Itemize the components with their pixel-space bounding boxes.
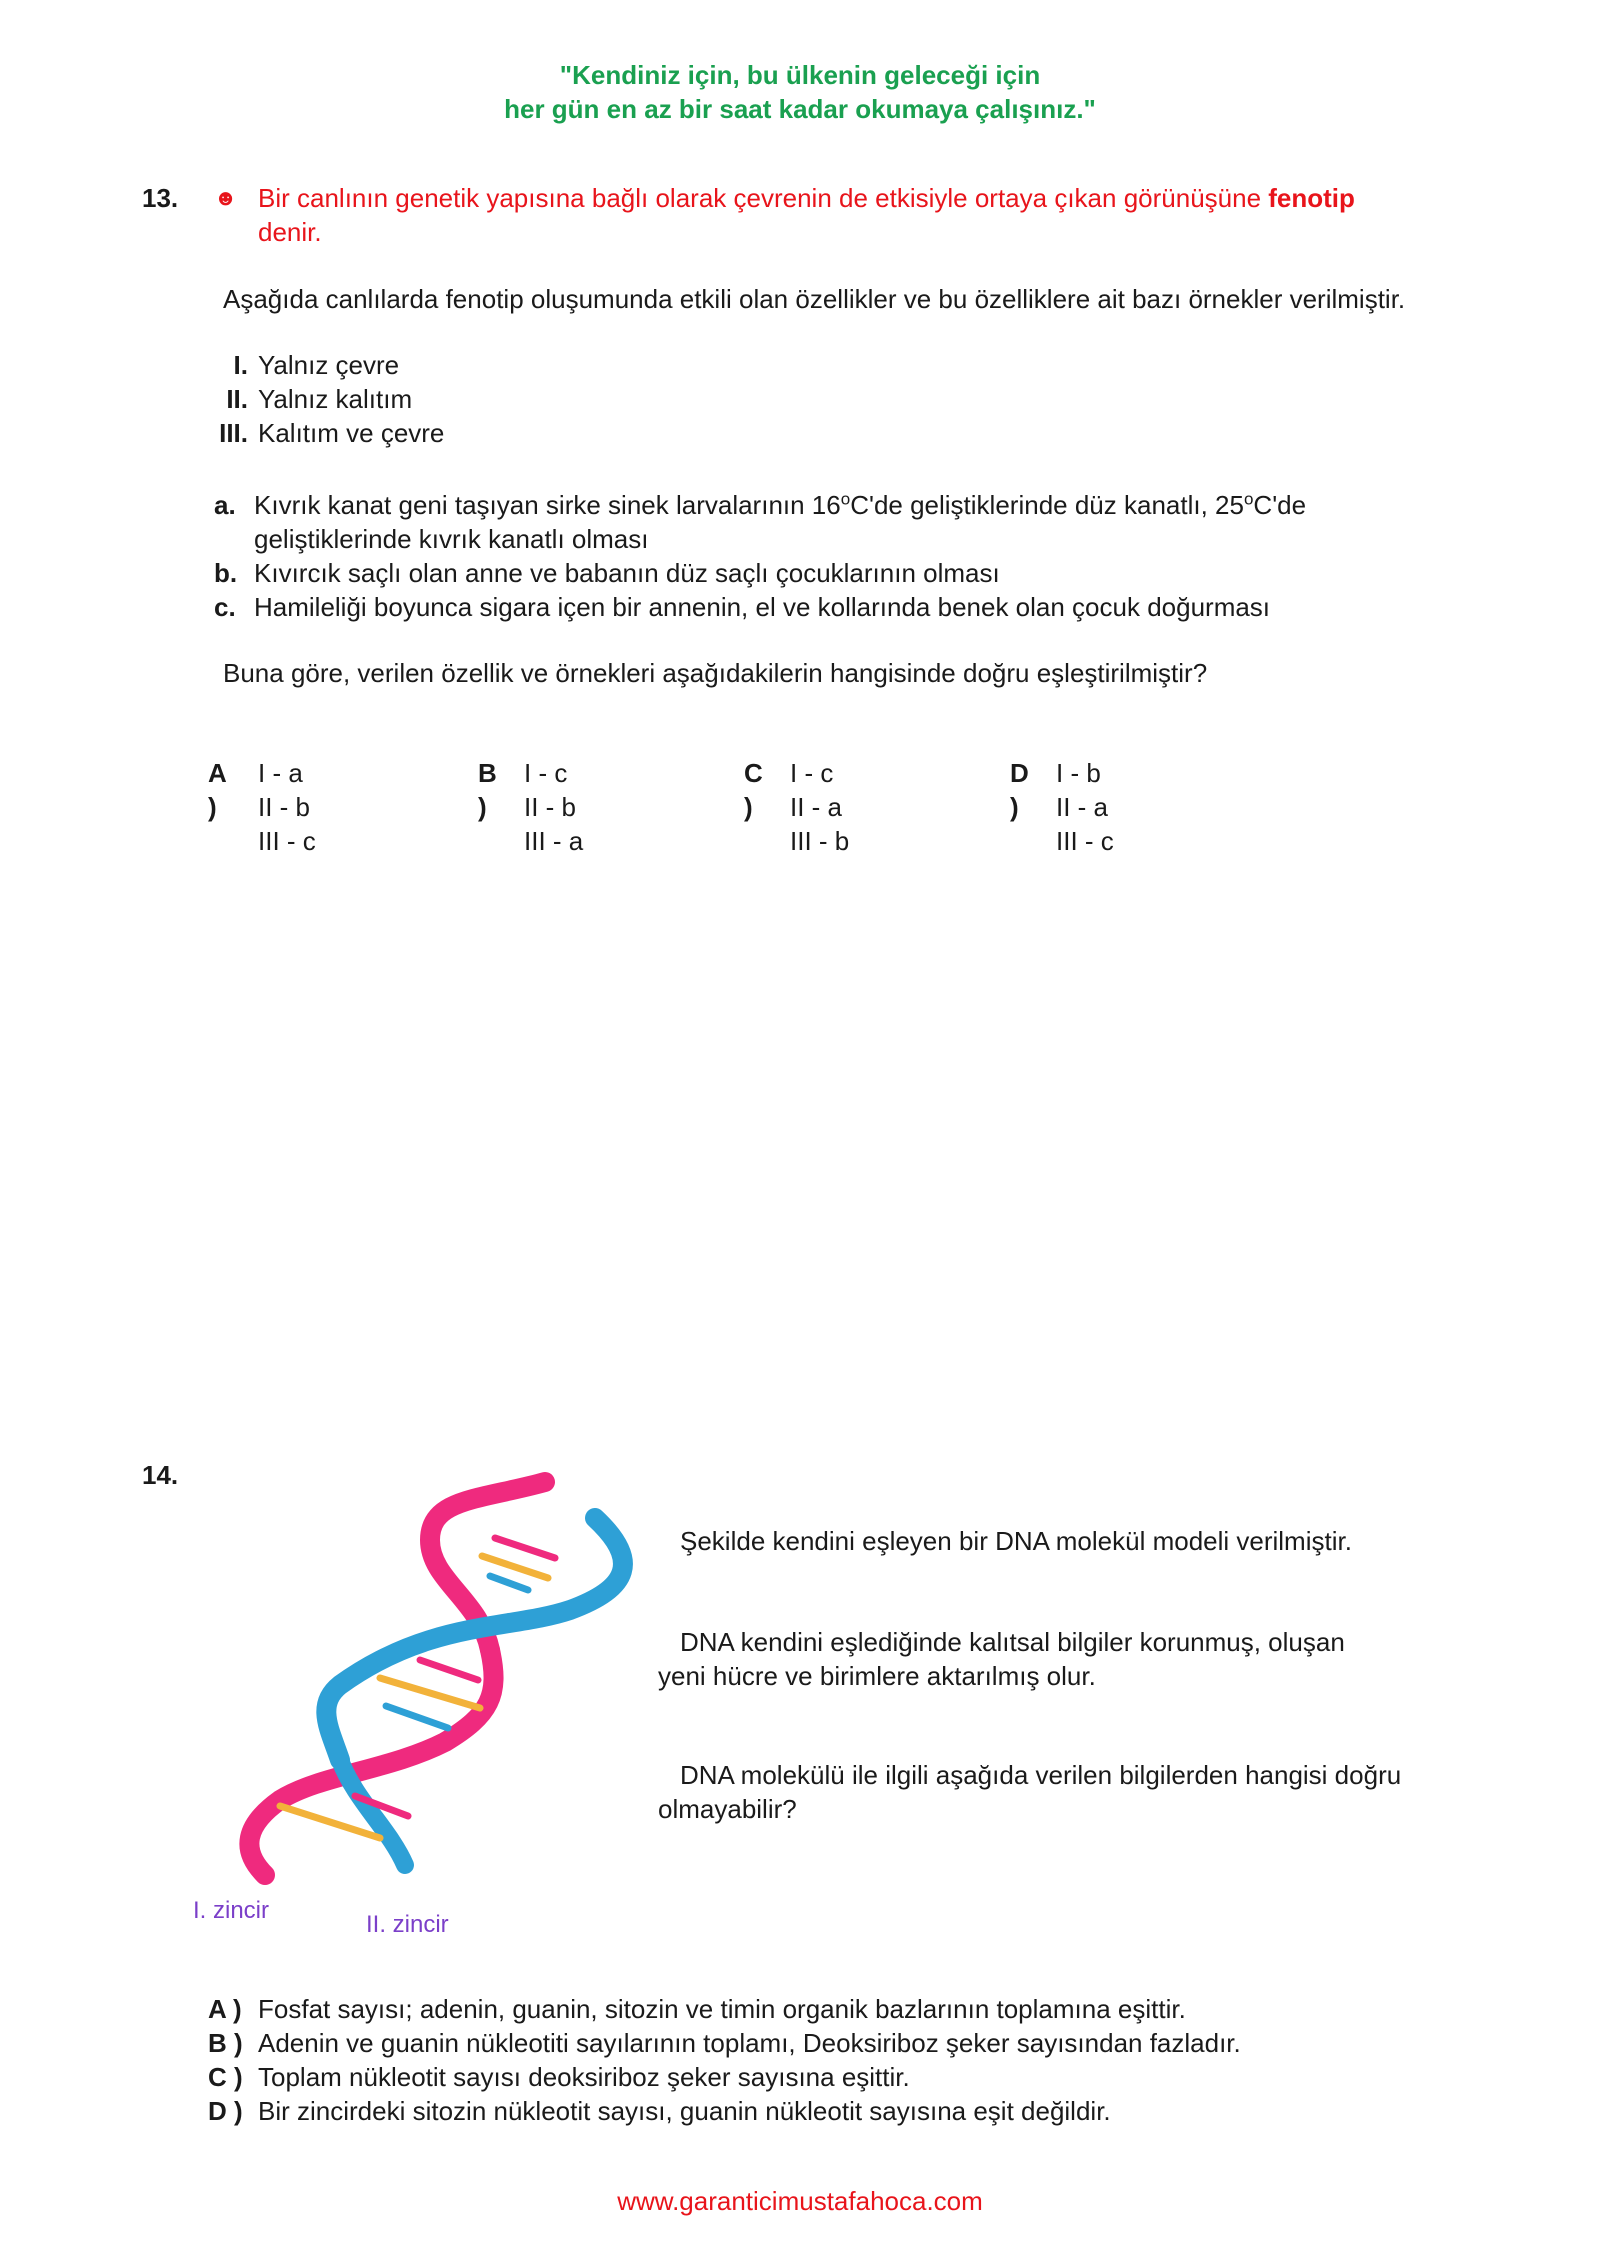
option-key: A )	[208, 1994, 242, 2024]
intro-keyword: fenotip	[1268, 183, 1355, 213]
feature-item	[204, 382, 444, 416]
option-line: II - a	[1056, 792, 1109, 822]
option-line: II - b	[258, 792, 311, 822]
option-body	[1056, 756, 1114, 858]
examples-list	[214, 488, 1306, 624]
option-line: III - a	[524, 826, 584, 856]
feature-text: Kalıtım ve çevre	[258, 418, 445, 448]
feature-key: I.	[233, 350, 248, 380]
option-body	[790, 756, 849, 858]
base-pair-pink	[420, 1660, 478, 1680]
option-text: Adenin ve guanin nükleotiti sayılarının toplamı, Deoksiriboz şeker sayısından fazladır.	[258, 2028, 1241, 2058]
question-14-paragraph-3-line-1: DNA molekülü ile ilgili aşağıda verilen bilgilerden hangisi doğru	[680, 1760, 1402, 1790]
features-list	[204, 348, 444, 450]
question-13-intro-line-2: denir.	[258, 217, 322, 247]
option-a[interactable]	[208, 1992, 1241, 2026]
degree-sup: o	[1243, 489, 1254, 509]
intro-text: Bir canlının genetik yapısına bağlı olarak çevrenin de etkisiyle ortaya çıkan görünüşüne	[258, 183, 1262, 213]
feature-item	[204, 416, 444, 450]
chain-1-label: I. zincir	[193, 1897, 270, 1924]
question-14-paragraph-2-line-1: DNA kendini eşlediğinde kalıtsal bilgiler korunmuş, oluşan	[680, 1627, 1345, 1657]
feature-item	[204, 348, 444, 382]
smiley-bullet-icon: ☻	[214, 185, 238, 210]
question-13-description: Aşağıda canlılarda fenotip oluşumunda etkili olan özellikler ve bu özelliklere ait bazı örnekler verilmiştir.	[223, 284, 1406, 314]
option-line: I - c	[790, 758, 834, 788]
question-14-paragraph-2-line-2: yeni hücre ve birimlere aktarılmış olur.	[658, 1661, 1096, 1691]
option-key: B )	[208, 2028, 243, 2058]
degree-sup: o	[840, 489, 851, 509]
question-13-number: 13.	[142, 183, 179, 213]
example-a	[214, 488, 1306, 522]
option-line: III - b	[790, 826, 850, 856]
feature-key: II.	[226, 384, 248, 414]
feature-key: III.	[219, 418, 248, 448]
example-text: C'de geliştiklerinde düz kanatlı, 25	[850, 490, 1244, 520]
option-text: Bir zincirdeki sitozin nükleotit sayısı, guanin nükleotit sayısına eşit değildir.	[258, 2096, 1111, 2126]
base-pair-pink	[495, 1538, 555, 1558]
option-text: Toplam nükleotit sayısı deoksiriboz şeker sayısına eşittir.	[258, 2062, 910, 2092]
option-body	[258, 756, 316, 858]
option-key: C )	[744, 758, 763, 822]
option-line: III - c	[258, 826, 316, 856]
chain-2-label: II. zincir	[366, 1911, 449, 1938]
example-key: b.	[214, 558, 238, 588]
feature-text: Yalnız kalıtım	[258, 384, 413, 414]
base-pair-blue	[386, 1706, 448, 1728]
option-line: II - a	[790, 792, 843, 822]
example-c	[214, 590, 1306, 624]
base-pair-orange	[380, 1678, 480, 1708]
option-c[interactable]	[208, 2060, 1241, 2094]
example-text: Hamileliği boyunca sigara içen bir annenin, el ve kollarında benek olan çocuk doğurması	[254, 592, 1271, 622]
example-key: c.	[214, 592, 236, 622]
question-14-paragraph-3-line-2: olmayabilir?	[658, 1794, 797, 1824]
option-line: I - a	[258, 758, 303, 788]
example-text: Kıvırcık saçlı olan anne ve babanın düz saçlı çocuklarının olması	[254, 558, 1000, 588]
question-14-number: 14.	[142, 1460, 179, 1490]
base-pair-blue	[490, 1576, 528, 1590]
strand-pink-lower	[249, 1650, 493, 1875]
option-key: A )	[208, 758, 226, 822]
option-b[interactable]	[208, 2026, 1241, 2060]
option-line: I - c	[524, 758, 568, 788]
question-14-options	[208, 1992, 1241, 2128]
motto-line-2: her gün en az bir saat kadar okumaya çalışınız."	[504, 94, 1096, 124]
feature-text: Yalnız çevre	[258, 350, 400, 380]
option-line: II - b	[524, 792, 577, 822]
option-key: D )	[1010, 758, 1029, 822]
option-d[interactable]	[208, 2094, 1241, 2128]
option-body	[524, 756, 583, 858]
option-line: III - c	[1056, 826, 1114, 856]
option-text: Fosfat sayısı; adenin, guanin, sitozin ve timin organik bazlarının toplamına eşittir.	[258, 1994, 1186, 2024]
question-13-intro-line-1	[258, 181, 1355, 215]
example-a-line-2: geliştiklerinde kıvrık kanatlı olması	[254, 524, 649, 554]
example-text: Kıvrık kanat geni taşıyan sirke sinek larvalarının 16	[254, 490, 841, 520]
question-14-paragraph-1: Şekilde kendini eşleyen bir DNA molekül modeli verilmiştir.	[680, 1526, 1352, 1556]
example-text: C'de	[1253, 490, 1307, 520]
motto-line-1: "Kendiniz için, bu ülkenin geleceği için	[559, 60, 1041, 90]
option-key: D )	[208, 2096, 243, 2126]
footer-website-link[interactable]: www.garanticimustafahoca.com	[617, 2186, 983, 2216]
question-13-prompt: Buna göre, verilen özellik ve örnekleri aşağıdakilerin hangisinde doğru eşleştirilmiştir?	[223, 658, 1208, 688]
dna-double-helix-illustration	[190, 1470, 650, 1910]
option-key: C )	[208, 2062, 243, 2092]
option-key: B )	[478, 758, 497, 822]
example-key: a.	[214, 490, 236, 520]
example-b	[214, 556, 1306, 590]
option-line: I - b	[1056, 758, 1101, 788]
